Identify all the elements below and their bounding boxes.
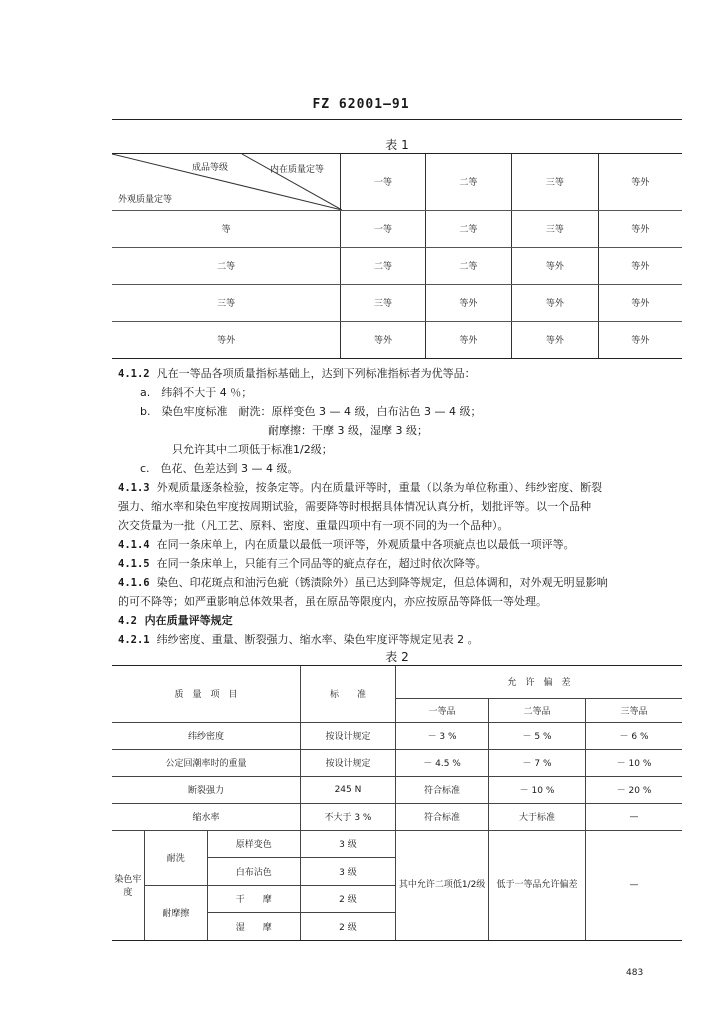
table1-cell: 等外: [512, 284, 598, 321]
table2-fastness-label: 染色牢度: [112, 830, 144, 940]
item-b: b. 染色牢度标准 耐洗：原样变色 3 — 4 级，白布沾色 3 — 4 级；: [140, 405, 482, 418]
clause-number: 4.1.4: [118, 539, 150, 551]
table1-col-header: 一等: [341, 154, 425, 210]
clause-text: 纬纱密度、重量、断裂强力、缩水率、染色牢度评等规定见表 2 。: [156, 633, 479, 646]
wash-subitem: 原样变色: [208, 831, 300, 859]
table1-cell: 等外: [512, 247, 598, 284]
section-4-2: [118, 611, 233, 631]
table1-cell: 一等: [341, 210, 425, 247]
rub-group-inner: [145, 886, 300, 940]
corner-label-product-grade: 成品等级: [192, 163, 229, 173]
table2-grade3: —: [586, 803, 682, 830]
clause-text: 在同一条床单上，只能有三个同品等的疵点存在，超过时依次降等。: [156, 557, 487, 570]
table1-col-header: 等外: [598, 154, 682, 210]
table2-standard: 245 N: [300, 776, 395, 803]
item-b-note: 只允许其中二项低于标准1/2级；: [172, 443, 333, 456]
table1-cell: 三等: [512, 210, 598, 247]
table2: [112, 666, 682, 941]
table2-row: [112, 803, 682, 830]
table2-grade2: － 7 %: [489, 749, 586, 776]
table1-row-label: 等外: [112, 321, 341, 358]
table1-cell: 等外: [598, 247, 682, 284]
table2-standard: 按设计规定: [300, 749, 395, 776]
table1-cell: 二等: [341, 247, 425, 284]
table2-fastness-rub-group: [144, 885, 300, 940]
clause-number: 4.1.3: [118, 482, 150, 494]
clause-text: 凡在一等品各项质量指标基础上，达到下列标准指标者为优等品：: [156, 367, 476, 380]
table1-cell: 等外: [598, 321, 682, 358]
table2-fastness-grade3: —: [586, 830, 682, 940]
table2-fastness-grade1: 其中允许二项低1/2级: [396, 830, 489, 940]
table2-standard: 不大于 3 %: [300, 803, 395, 830]
table1-row: [112, 284, 682, 321]
table2-item: 纬纱密度: [112, 722, 300, 749]
page-number: 483: [626, 968, 644, 978]
table1: [112, 154, 682, 359]
table2-grade1: 符合标准: [396, 803, 489, 830]
clause-text: 外观质量逐条检验，按条定等。内在质量评等时，重量（以条为单位称重）、纬纱密度、断裂: [156, 481, 603, 494]
table2-grade1: － 4.5 %: [396, 749, 489, 776]
table2-grade2-header: 二等品: [489, 698, 586, 722]
clause-4-1-6-line2: 的可不降等；如严重影响总体效果者，虽在原品等限度内，亦应按原品等降低一等处理。: [118, 595, 547, 608]
clause-4-1-3: [118, 478, 602, 498]
clause-4-1-4: [118, 535, 575, 555]
table2-grade2: 大于标准: [489, 803, 586, 830]
rub-subitem: 干 摩: [208, 886, 300, 914]
table1-row: [112, 321, 682, 358]
table1-row: [112, 247, 682, 284]
table2-grade3: － 20 %: [586, 776, 682, 803]
table2-grade1: 符合标准: [396, 776, 489, 803]
table2-fastness-row: [112, 830, 682, 858]
table1-col-header: 三等: [512, 154, 598, 210]
clause-4-1-5: [118, 554, 487, 574]
table1-caption: 表 1: [385, 138, 409, 152]
item-b-rub: 耐摩擦：干摩 3 级，湿摩 3 级；: [268, 424, 428, 437]
table2-grade3-header: 三等品: [586, 698, 682, 722]
clause-number: 4.1.6: [118, 577, 150, 589]
clause-4-1-3-line3: 次交货量为一批（凡工艺、原料、密度、重量四项中有一项不同的为一个品种）。: [118, 519, 509, 532]
rub-subitems: [208, 886, 300, 940]
table2-standard: 按设计规定: [300, 722, 395, 749]
table2-fastness-standard: 2 级: [300, 913, 395, 941]
table2-row: [112, 776, 682, 803]
table2-fastness-grade2: 低于一等品允许偏差: [489, 830, 586, 940]
clause-4-1-6: [118, 573, 608, 593]
table2-grade2: － 10 %: [489, 776, 586, 803]
wash-label: 耐洗: [145, 831, 208, 885]
table2-grade1: － 3 %: [396, 722, 489, 749]
table2-header-row: [112, 666, 682, 698]
item-c: c. 色花、色差达到 3 — 4 级。: [140, 462, 299, 475]
table1-cell: 二等: [425, 247, 511, 284]
table2-allow-header: 允 许 偏 差: [396, 666, 682, 698]
table1-cell: 二等: [425, 210, 511, 247]
table1-cell: 等外: [512, 321, 598, 358]
table1-row-label: 三等: [112, 284, 341, 321]
table2-fastness-standard: 3 级: [300, 858, 395, 886]
table2-row: [112, 722, 682, 749]
table2-caption: 表 2: [385, 650, 409, 664]
table1-row: [112, 210, 682, 247]
clause-4-1-2: [118, 364, 476, 384]
table1-cell: 三等: [341, 284, 425, 321]
table2-fastness-standard: 2 级: [300, 885, 395, 913]
table2-item: 缩水率: [112, 803, 300, 830]
table1-cell: 等外: [425, 284, 511, 321]
table2-grade3: － 6 %: [586, 722, 682, 749]
table1-row-label: 等: [112, 210, 341, 247]
table2-item-header: 质 量 项 目: [112, 666, 300, 722]
table1-col-header: 二等: [425, 154, 511, 210]
wash-subitems: [208, 831, 300, 885]
table2-item: 公定回潮率时的重量: [112, 749, 300, 776]
table2-grade3: － 10 %: [586, 749, 682, 776]
table2-standard-header: 标 准: [300, 666, 395, 722]
standard-code-header: FZ 62001—91: [312, 97, 410, 112]
table2-grade1-header: 一等品: [396, 698, 489, 722]
table2-item: 断裂强力: [112, 776, 300, 803]
corner-label-appearance-quality: 外观质量定等: [118, 195, 173, 205]
table1-header-row: [112, 154, 682, 210]
header-rule: [112, 119, 682, 120]
clause-number: 4.2.1: [118, 634, 150, 646]
clause-text: 染色、印花斑点和油污色疵（锈渍除外）虽已达到降等规定，但总体调和，对外观无明显影响: [156, 576, 608, 589]
clause-text: 在同一条床单上，内在质量以最低一项评等，外观质量中各项疵点也以最低一项评等。: [156, 538, 575, 551]
section-number: 4.2: [118, 615, 137, 627]
section-title: 内在质量评等规定: [144, 614, 233, 627]
table1-cell: 等外: [598, 284, 682, 321]
rub-subitem: 湿 摩: [235, 922, 272, 933]
wash-group-inner: [145, 831, 300, 885]
rub-label: 耐摩擦: [145, 886, 208, 940]
clause-number: 4.1.2: [118, 368, 150, 380]
clause-4-1-3-line2: 强力、缩水率和染色牢度按周期试验，需要降等时根据具体情况认真分析，划批评等。以一个品种: [118, 500, 591, 513]
table1-cell: 等外: [341, 321, 425, 358]
table1-row-label: 二等: [112, 247, 341, 284]
clause-number: 4.1.5: [118, 558, 150, 570]
wash-subitem: 白布沾色: [235, 867, 272, 878]
table2-fastness-wash-group: [144, 830, 300, 885]
item-a: a. 纬斜不大于 4 ％；: [140, 386, 253, 399]
corner-label-internal-quality: 内在质量定等: [270, 165, 325, 175]
clause-4-2-1: [118, 630, 479, 650]
table1-corner-cell: [112, 154, 341, 210]
table1-cell: 等外: [425, 321, 511, 358]
table2-row: [112, 749, 682, 776]
table1-cell: 等外: [598, 210, 682, 247]
table2-fastness-standard: 3 级: [300, 830, 395, 858]
table2-grade2: － 5 %: [489, 722, 586, 749]
